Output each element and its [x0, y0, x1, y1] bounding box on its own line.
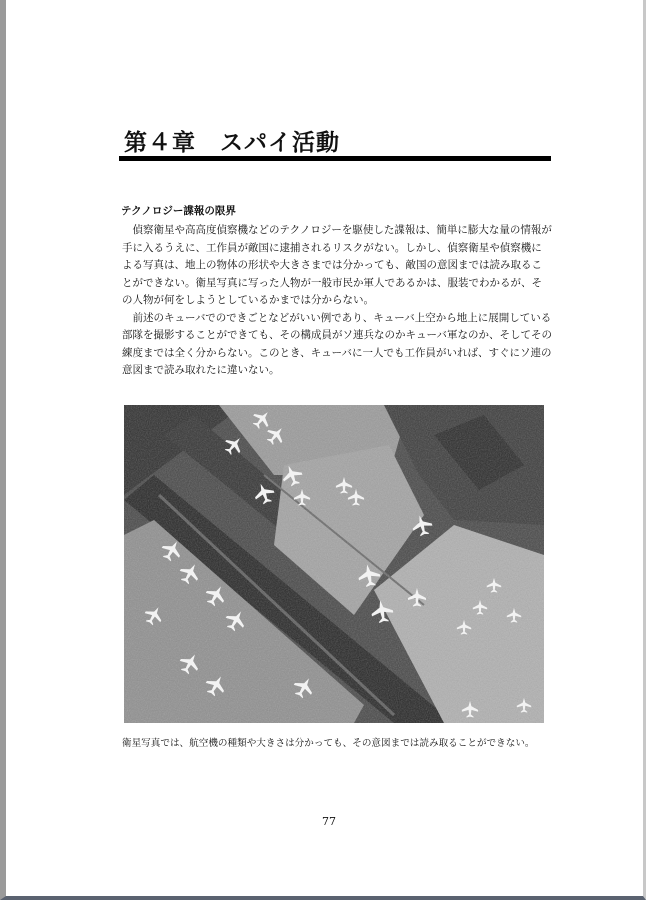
- chapter-title-rule: [119, 156, 551, 161]
- section-heading: テクノロジー諜報の限界: [121, 205, 236, 217]
- satellite-photo: [124, 405, 544, 723]
- body-text: [122, 222, 552, 380]
- paragraph-2: 前述のキューバでのできごとなどがいい例であり、キューバ上空から地上に展開している部隊を撮影することができても、その構成員がソ連兵なのかキューバ軍なのか、そしてその練度までは全く分からない。このとき、キューバに一人でも工作員がいれば、すぐにソ連の意図まで読み取れたに違いない。: [122, 311, 552, 376]
- paragraph-1: 偵察衛星や高高度偵察機などのテクノロジーを駆使した諜報は、簡単に膨大な量の情報が手に入るうえに、工作員が敵国に逮捕されるリスクがない。しかし、偵察衛星や偵察機による写真は、地上の物体の形状や大きさまでは分かっても、敵国の意図までは読み取ることができない。衛星写真に写った人物が一般市民か軍人であるかは、服装でわかるが、その人物が何をしようとしているかまでは分からない。: [122, 224, 552, 306]
- figure-caption: 衛星写真では、航空機の種類や大きさは分かっても、その意図までは読み取ることができない。: [122, 738, 535, 749]
- page-number: 77: [322, 815, 336, 828]
- satellite-photo-image: [124, 405, 544, 723]
- chapter-title: 第４章 スパイ活動: [124, 130, 340, 156]
